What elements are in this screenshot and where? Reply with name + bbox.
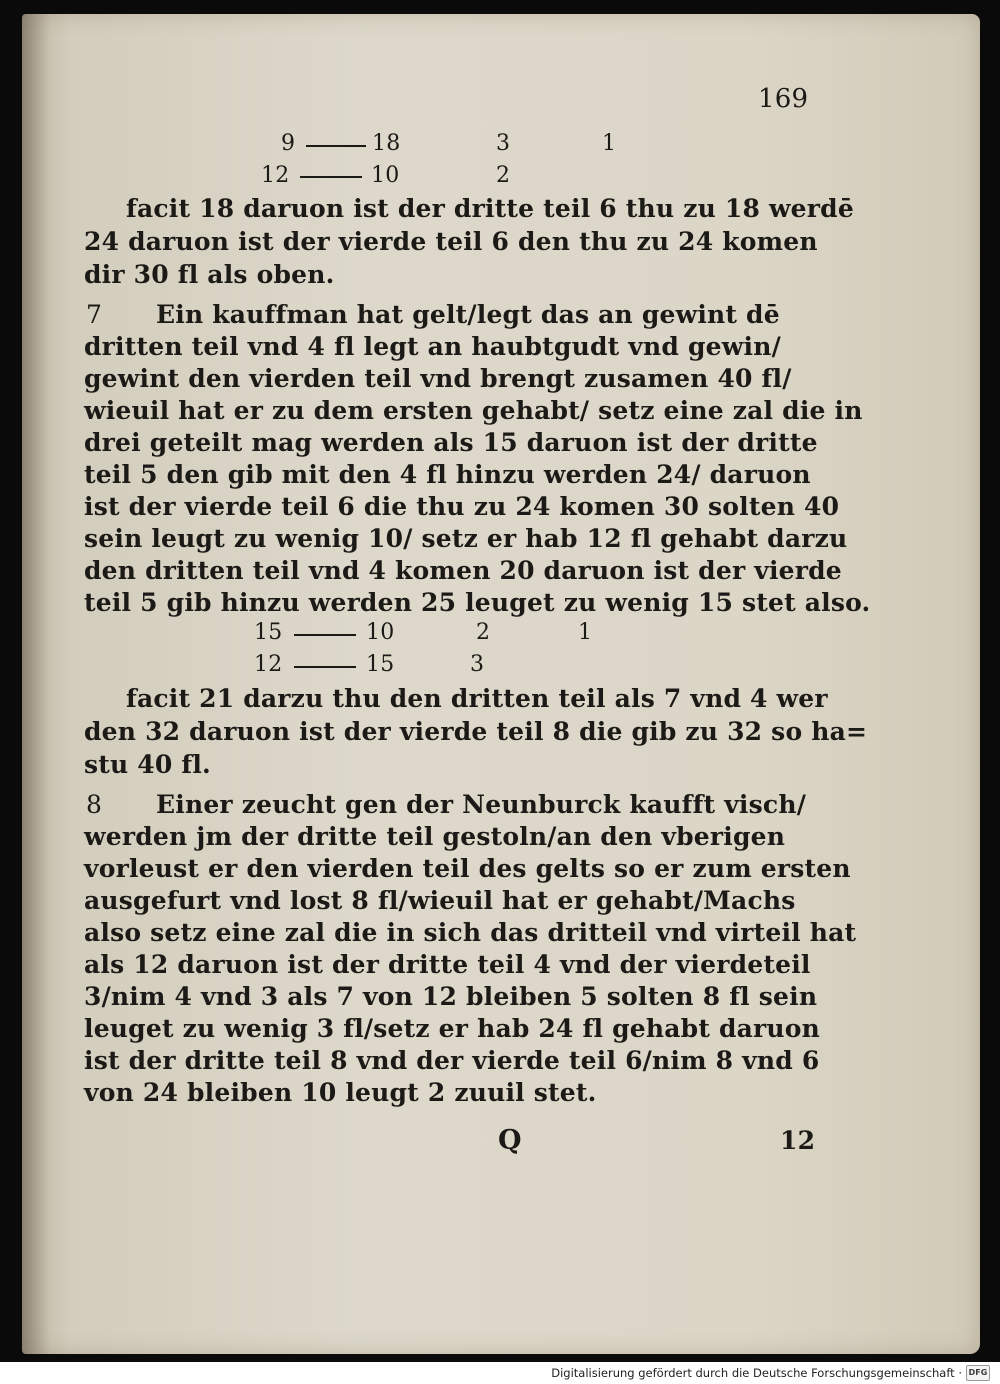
text-line: 24 daruon ist der vierde teil 6 den thu zu 24 komen — [84, 227, 818, 256]
text-line: Ein kauffman hat gelt/legt das an gewint dē — [156, 300, 780, 329]
dfg-logo: DFG — [966, 1365, 990, 1381]
text-line: gewint den vierden teil vnd brengt zusamen 40 fl/ — [84, 364, 792, 393]
scheme-value: 2 — [496, 163, 511, 188]
problem-number: 8 — [86, 790, 103, 819]
scheme-value: 1 — [602, 131, 617, 156]
scheme-value: 3 — [496, 131, 511, 156]
text-line: ausgefurt vnd lost 8 fl/wieuil hat er gehabt/Machs — [84, 886, 796, 915]
page-number: 169 — [758, 84, 809, 114]
text-line: sein leugt zu wenig 10/ setz er hab 12 fl gehabt darzu — [84, 524, 848, 553]
footer-bar — [0, 1362, 1000, 1384]
scheme-dash — [294, 634, 356, 636]
problem-number: 7 — [86, 300, 103, 329]
text-line: Einer zeucht gen der Neunburck kaufft visch/ — [156, 790, 807, 819]
text-line: teil 5 den gib mit den 4 fl hinzu werden 24/ daruon — [84, 460, 811, 489]
text-line: von 24 bleiben 10 leugt 2 zuuil stet. — [84, 1078, 597, 1107]
scheme-value: 1 — [578, 620, 593, 645]
text-line: den 32 daruon ist der vierde teil 8 die gib zu 32 so ha= — [84, 717, 868, 746]
scheme-value: 10 — [366, 620, 395, 645]
scheme-dash — [294, 666, 356, 668]
scheme-value: 10 — [371, 163, 400, 188]
text-line: facit 21 darzu thu den dritten teil als 7 vnd 4 wer — [126, 684, 828, 713]
scheme-value: 15 — [366, 652, 395, 677]
text-line: als 12 daruon ist der dritte teil 4 vnd der vierdeteil — [84, 950, 811, 979]
text-line: wieuil hat er zu dem ersten gehabt/ setz eine zal die in — [84, 396, 863, 425]
text-line: ist der dritte teil 8 vnd der vierde teil 6/nim 8 vnd 6 — [84, 1046, 820, 1075]
text-line: dir 30 fl als oben. — [84, 260, 335, 289]
text-line: 3/nim 4 vnd 3 als 7 von 12 bleiben 5 solten 8 fl sein — [84, 982, 818, 1011]
text-line: drei geteilt mag werden als 15 daruon ist der dritte — [84, 428, 818, 457]
text-line: vorleust er den vierden teil des gelts so er zum ersten — [84, 854, 851, 883]
text-line: also setz eine zal die in sich das dritteil vnd virteil hat — [84, 918, 857, 947]
scheme-value: 3 — [470, 652, 485, 677]
scheme-value: 12 — [261, 163, 290, 188]
text-line: den dritten teil vnd 4 komen 20 daruon ist der vierde — [84, 556, 842, 585]
text-line: stu 40 fl. — [84, 750, 211, 779]
scheme-dash — [306, 145, 366, 147]
text-line: ist der vierde teil 6 die thu zu 24 komen 30 solten 40 — [84, 492, 840, 521]
scheme-value: 9 — [281, 131, 296, 156]
text-line: leuget zu wenig 3 fl/setz er hab 24 fl gehabt daruon — [84, 1014, 821, 1043]
scheme-value: 12 — [254, 652, 283, 677]
text-line: teil 5 gib hinzu werden 25 leuget zu wenig 15 stet also. — [84, 588, 871, 617]
scheme-value: 15 — [254, 620, 283, 645]
text-line: dritten teil vnd 4 fl legt an haubtgudt vnd gewin/ — [84, 332, 781, 361]
text-line: facit 18 daruon ist der dritte teil 6 thu zu 18 werdē — [126, 194, 854, 223]
scheme-dash — [300, 176, 362, 178]
signature-mark: Q — [498, 1125, 522, 1156]
text-line: werden jm der dritte teil gestoln/an den vberigen — [84, 822, 786, 851]
scheme-value: 2 — [476, 620, 491, 645]
footer-credit: Digitalisierung gefördert durch die Deutsche Forschungsgemeinschaft · — [551, 1366, 962, 1380]
book-page — [22, 14, 980, 1354]
spine-shadow — [22, 14, 50, 1354]
catchword: 12 — [780, 1126, 816, 1155]
scheme-value: 18 — [372, 131, 401, 156]
